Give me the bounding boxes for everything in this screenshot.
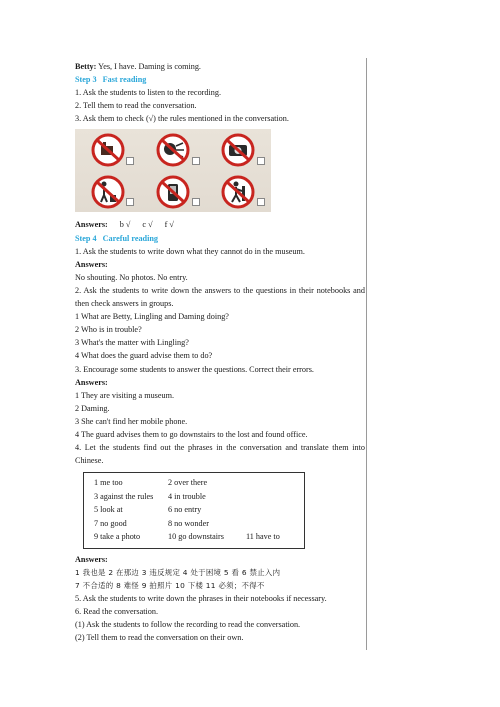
step3-heading xyxy=(75,73,365,86)
checkbox-c xyxy=(257,157,265,165)
table-cell: 8 no wonder xyxy=(168,518,209,528)
table-row xyxy=(94,530,304,544)
no-photos-icon xyxy=(206,129,271,171)
no-shouting-icon xyxy=(140,129,205,171)
column-divider xyxy=(366,58,367,650)
checkbox-d xyxy=(126,198,134,206)
step4-sub1: (1) Ask the students to follow the recording to read the conversation. xyxy=(75,620,301,630)
step3-title: Fast reading xyxy=(102,75,147,85)
phrase-table xyxy=(83,472,305,549)
checkbox-a xyxy=(126,157,134,165)
step3-item-3: 3. Ask them to check (√) the rules mentioned in the conversation. xyxy=(75,114,289,124)
step4-q1: 1. Ask the students to write down what they cannot do in the museum. xyxy=(75,246,305,256)
table-row xyxy=(94,490,304,504)
no-phone-icon xyxy=(140,171,205,213)
intro-text: Yes, I have. Daming is coming. xyxy=(96,62,201,71)
step4-q6: 6. Read the conversation. xyxy=(75,607,158,617)
answer-2: 2 Daming. xyxy=(75,403,110,413)
checkbox-e xyxy=(192,198,200,206)
table-cell: 4 in trouble xyxy=(168,491,206,501)
no-entry-icon xyxy=(206,171,271,213)
step3-item-1: 1. Ask the students to listen to the recording. xyxy=(75,88,221,98)
step4-q3: 3. Encourage some students to answer the questions. Correct their errors. xyxy=(75,364,314,374)
step4-sub2: (2) Tell them to read the conversation on their own. xyxy=(75,633,244,643)
step3-item-2: 2. Tell them to read the conversation. xyxy=(75,101,197,111)
table-cell: 10 go downstairs xyxy=(168,532,224,542)
checkbox-f xyxy=(257,198,265,206)
table-row xyxy=(94,517,304,531)
step4-title: Careful reading xyxy=(102,233,159,243)
answer-1: 1 They are visiting a museum. xyxy=(75,390,174,400)
chinese-answers-line-1: 1 我也是 2 在那边 3 违反规定 4 处于困境 5 看 6 禁止入内 xyxy=(75,567,281,577)
checkbox-b xyxy=(192,157,200,165)
step4-label: Step 4 xyxy=(75,233,97,243)
table-cell: 3 against the rules xyxy=(94,491,154,501)
chinese-answers-line-2: 7 不合适的 8 难怪 9 拍照片 10 下楼 11 必须；不得不 xyxy=(75,580,265,590)
step4-a1: No shouting. No photos. No entry. xyxy=(75,272,188,282)
question-2: 2 Who is in trouble? xyxy=(75,325,142,335)
step4-q4: 4. Let the students find out the phrases in the conversation and translate them into Chinese. xyxy=(75,443,365,466)
question-4: 4 What does the guard advise them to do? xyxy=(75,351,213,361)
no-littering-icon xyxy=(75,171,140,213)
document-page xyxy=(75,60,365,644)
table-cell: 6 no entry xyxy=(168,505,202,515)
answers-label: Answers: xyxy=(75,220,108,230)
table-cell: 9 take a photo xyxy=(94,532,141,542)
speaker-label: Betty: xyxy=(75,62,97,71)
answers-label: Answers: xyxy=(75,554,108,564)
answers-label: Answers: xyxy=(75,259,108,269)
answer-b: b √ xyxy=(119,220,131,230)
table-cell: 7 no good xyxy=(94,518,127,528)
answer-c: c √ xyxy=(142,220,153,230)
answers-label: Answers: xyxy=(75,377,108,387)
answer-f: f √ xyxy=(164,220,174,230)
intro-line xyxy=(75,60,365,73)
step4-q5: 5. Ask the students to write down the phrases in their notebooks if necessary. xyxy=(75,594,327,604)
table-cell: 2 over there xyxy=(168,478,208,488)
table-cell: 1 me too xyxy=(94,478,123,488)
step4-q2: 2. Ask the students to write down the answers to the questions in their notebooks and then check answers in groups. xyxy=(75,285,365,309)
no-food-icon xyxy=(75,129,140,171)
table-cell: 5 look at xyxy=(94,505,123,515)
step4-heading xyxy=(75,232,365,245)
table-cell: 11 have to xyxy=(246,532,280,542)
question-1: 1 What are Betty, Lingling and Daming doing? xyxy=(75,312,229,322)
step3-label: Step 3 xyxy=(75,75,97,85)
question-3: 3 What's the matter with Lingling? xyxy=(75,338,189,348)
answer-3: 3 She can't find her mobile phone. xyxy=(75,416,188,426)
step3-answers xyxy=(75,218,365,231)
table-row xyxy=(94,476,304,490)
museum-rules-image xyxy=(75,129,271,212)
answer-4: 4 The guard advises them to go downstairs to the lost and found office. xyxy=(75,429,308,439)
table-row xyxy=(94,503,304,517)
